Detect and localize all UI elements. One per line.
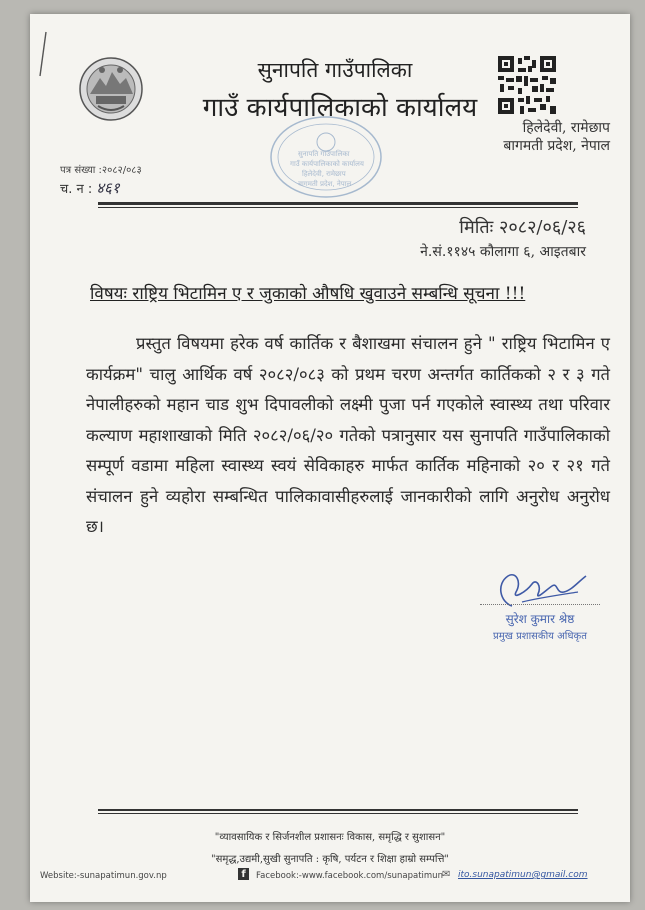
facebook-link[interactable]: Facebook:-www.facebook.com/sunapatimun (256, 871, 443, 881)
qr-code-icon (498, 56, 556, 114)
dispatch-label: च. न : (60, 182, 93, 197)
stamp-line-1: सुनापति गाउँपालिका (298, 150, 350, 158)
email-icon: ✉ (442, 869, 451, 880)
signer-name: सुरेश कुमार श्रेष्ठ (505, 612, 575, 626)
footer-divider (98, 809, 578, 811)
municipality-name: सुनापति गाउँपालिका (257, 58, 413, 82)
email-link[interactable]: ito.sunapatimun@gmail.com (458, 870, 588, 880)
subject-line: विषयः राष्ट्रिय भिटामिन ए र जुकाको औषधि खुवाउने सम्बन्धि सूचना !!! (90, 284, 526, 304)
dispatch-number (60, 178, 120, 198)
letter-number: पत्र संख्या :२०८२/०८३ (60, 165, 142, 176)
bs-date: मितिः २०८२/०६/२६ (459, 217, 586, 238)
address-line-2: बागमती प्रदेश, नेपाल (503, 138, 610, 154)
address-line-1: हिलेदेवी, रामेछाप (522, 120, 610, 136)
government-emblem-icon (78, 56, 144, 122)
body-paragraph: प्रस्तुत विषयमा हरेक वर्ष कार्तिक र बैशाखमा संचालन हुने " राष्ट्रिय भिटामिन ए कार्यक्रम" चालु आर्थिक वर्ष २०८२/०८३ को प्रथम चरण अन्तर्गत कार्तिकको २ र ३ गते नेपालीहरुको महान चाड शुभ दिपावलीको लक्ष्मी पुजा पर्न गएकोले स्वास्थ्य तथा परिवार कल्याण महाशाखाको मिति २०८२/०६/२० गतेको पत्रानुसार यस सुनापति गाउँपालिकाको सम्पूर्ण वडामा महिला स्वास्थ्य स्वयं सेविकाहरु मार्फत कार्तिक महिनाको २० र २१ गते संचालन हुने व्यहोरा सम्बन्धित पालिकावासीहरुलाई जानकारीको लागि अनुरोध अनुरोध छ। (86, 334, 610, 536)
letter-page (30, 14, 630, 902)
header-divider (98, 202, 578, 205)
signer-title: प्रमुख प्रशासकीय अधिकृत (493, 631, 587, 642)
header-divider-thin (98, 207, 578, 208)
facebook-icon: f (238, 868, 249, 880)
stamp-line-4: बागमती प्रदेश, नेपाल (298, 180, 352, 188)
pen-mark (38, 30, 48, 78)
office-stamp (268, 114, 384, 200)
motto-line-2: "समृद्ध,उद्यमी,सुखी सुनापति : कृषि, पर्यटन र शिक्षा हाम्रो सम्पत्ति" (211, 854, 449, 865)
website-link[interactable]: Website:-sunapatimun.gov.np (40, 871, 167, 881)
contact-footer (40, 868, 625, 884)
stamp-line-2: गाउँ कार्यपालिकाको कार्यालय (290, 160, 364, 168)
stamp-line-3: हिलेदेवी, रामेछाप (302, 170, 346, 178)
motto-line-1: "व्यावसायिक र सिर्जनशील प्रशासनः विकास, समृद्धि र सुशासन" (214, 832, 446, 843)
dispatch-value: ४६१ (96, 179, 120, 197)
ns-date: ने.सं.११४५ कौलागा ६, आइतबार (420, 244, 586, 260)
signature-line (480, 604, 600, 605)
office-name: गाउँ कार्यपालिकाको कार्यालय (202, 93, 478, 123)
footer-divider-thin (98, 813, 578, 814)
